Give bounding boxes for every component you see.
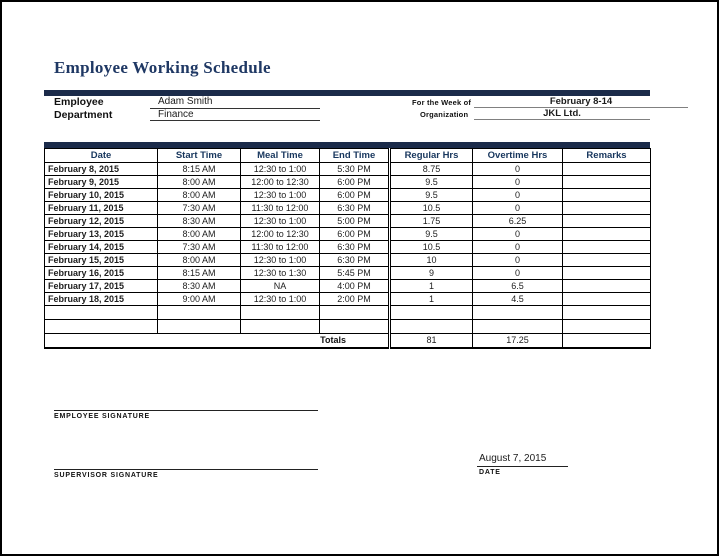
cell-meal-time[interactable]: 11:30 to 12:00	[241, 241, 320, 254]
schedule-section	[44, 142, 650, 349]
cell-date[interactable]: February 15, 2015	[45, 254, 158, 267]
cell-regular-hrs[interactable]: 1	[390, 293, 473, 306]
totals-row	[45, 334, 651, 348]
cell-overtime-hrs[interactable]: 0	[473, 228, 563, 241]
cell-date[interactable]: February 9, 2015	[45, 176, 158, 189]
cell-date[interactable]: February 17, 2015	[45, 280, 158, 293]
cell-overtime-hrs[interactable]: 0	[473, 241, 563, 254]
cell-end-time[interactable]: 6:00 PM	[320, 189, 390, 202]
cell-regular-hrs[interactable]: 1	[390, 280, 473, 293]
cell-meal-time[interactable]	[241, 306, 320, 320]
department-label: Department	[54, 109, 113, 121]
schedule-row	[45, 202, 651, 215]
cell-end-time[interactable]: 5:30 PM	[320, 163, 390, 176]
schedule-row	[45, 163, 651, 176]
cell-start-time[interactable]: 8:15 AM	[158, 163, 241, 176]
date-field[interactable]: August 7, 2015	[479, 453, 547, 464]
cell-end-time[interactable]: 4:00 PM	[320, 280, 390, 293]
table-header-row	[45, 149, 651, 163]
cell-overtime-hrs[interactable]: 6.25	[473, 215, 563, 228]
cell-date[interactable]: February 14, 2015	[45, 241, 158, 254]
cell-end-time[interactable]: 6:30 PM	[320, 202, 390, 215]
cell-remarks[interactable]	[563, 215, 651, 228]
cell-start-time[interactable]: 8:00 AM	[158, 189, 241, 202]
organization-label: Organization	[420, 110, 469, 119]
cell-end-time[interactable]	[320, 320, 390, 334]
cell-regular-hrs[interactable]: 9	[390, 267, 473, 280]
schedule-row	[45, 254, 651, 267]
cell-remarks[interactable]	[563, 254, 651, 267]
cell-date[interactable]: February 12, 2015	[45, 215, 158, 228]
department-field[interactable]: Finance	[158, 109, 194, 120]
cell-overtime-hrs[interactable]: 0	[473, 267, 563, 280]
cell-meal-time[interactable]: 12:30 to 1:00	[241, 163, 320, 176]
cell-end-time[interactable]: 6:00 PM	[320, 176, 390, 189]
schedule-row	[45, 267, 651, 280]
cell-remarks[interactable]	[563, 267, 651, 280]
cell-overtime-hrs[interactable]: 0	[473, 189, 563, 202]
cell-meal-time[interactable]: 12:30 to 1:00	[241, 189, 320, 202]
cell-overtime-hrs[interactable]	[473, 320, 563, 334]
cell-date[interactable]: February 16, 2015	[45, 267, 158, 280]
cell-date[interactable]: February 10, 2015	[45, 189, 158, 202]
cell-meal-time[interactable]: 12:30 to 1:00	[241, 254, 320, 267]
totals-label: Totals	[45, 334, 390, 348]
schedule-row	[45, 241, 651, 254]
cell-start-time[interactable]: 7:30 AM	[158, 202, 241, 215]
cell-start-time[interactable]: 8:15 AM	[158, 267, 241, 280]
cell-regular-hrs[interactable]: 10.5	[390, 202, 473, 215]
cell-end-time[interactable]: 6:30 PM	[320, 241, 390, 254]
cell-regular-hrs[interactable]: 1.75	[390, 215, 473, 228]
week-of-field[interactable]: February 8-14	[549, 96, 613, 107]
department-field-line	[150, 120, 320, 121]
cell-regular-hrs[interactable]: 8.75	[390, 163, 473, 176]
cell-meal-time[interactable]: 11:30 to 12:00	[241, 202, 320, 215]
cell-overtime-hrs[interactable]: 0	[473, 163, 563, 176]
employee-signature-label: EMPLOYEE SIGNATURE	[54, 413, 150, 420]
cell-remarks[interactable]	[563, 202, 651, 215]
schedule-row	[45, 228, 651, 241]
totals-regular-hrs[interactable]: 81	[390, 334, 473, 348]
cell-regular-hrs[interactable]	[390, 306, 473, 320]
cell-remarks[interactable]	[563, 228, 651, 241]
cell-regular-hrs[interactable]: 9.5	[390, 189, 473, 202]
cell-end-time[interactable]: 5:45 PM	[320, 267, 390, 280]
schedule-row	[45, 215, 651, 228]
column-header-date: Date	[45, 149, 158, 163]
cell-meal-time[interactable]: NA	[241, 280, 320, 293]
schedule-row	[45, 176, 651, 189]
page-title: Employee Working Schedule	[54, 58, 271, 77]
cell-remarks[interactable]	[563, 320, 651, 334]
supervisor-signature-label: SUPERVISOR SIGNATURE	[54, 472, 159, 479]
cell-meal-time[interactable]: 12:30 to 1:00	[241, 293, 320, 306]
cell-regular-hrs[interactable]: 10.5	[390, 241, 473, 254]
cell-remarks[interactable]	[563, 189, 651, 202]
cell-regular-hrs[interactable]: 9.5	[390, 176, 473, 189]
schedule-row	[45, 293, 651, 306]
cell-remarks[interactable]	[563, 163, 651, 176]
cell-start-time[interactable]: 8:30 AM	[158, 215, 241, 228]
cell-regular-hrs[interactable]: 10	[390, 254, 473, 267]
cell-meal-time[interactable]: 12:00 to 12:30	[241, 176, 320, 189]
schedule-row	[45, 280, 651, 293]
cell-remarks[interactable]	[563, 306, 651, 320]
employee-label: Employee	[54, 96, 104, 108]
cell-end-time[interactable]	[320, 306, 390, 320]
organization-field[interactable]: JKL Ltd.	[543, 108, 581, 119]
cell-start-time[interactable]: 8:30 AM	[158, 280, 241, 293]
cell-meal-time[interactable]: 12:30 to 1:30	[241, 267, 320, 280]
cell-overtime-hrs[interactable]: 0	[473, 254, 563, 267]
cell-start-time[interactable]: 7:30 AM	[158, 241, 241, 254]
cell-date[interactable]: February 11, 2015	[45, 202, 158, 215]
week-of-label: For the Week of	[412, 98, 472, 107]
employee-field[interactable]: Adam Smith	[158, 96, 213, 107]
date-label: DATE	[479, 469, 501, 476]
cell-start-time[interactable]	[158, 306, 241, 320]
cell-date[interactable]: February 18, 2015	[45, 293, 158, 306]
cell-start-time[interactable]: 8:00 AM	[158, 254, 241, 267]
empty-row	[45, 320, 651, 334]
empty-row	[45, 306, 651, 320]
schedule-row	[45, 189, 651, 202]
cell-meal-time[interactable]: 12:00 to 12:30	[241, 228, 320, 241]
cell-end-time[interactable]: 6:00 PM	[320, 228, 390, 241]
cell-start-time[interactable]: 9:00 AM	[158, 293, 241, 306]
date-line	[477, 466, 568, 467]
cell-remarks[interactable]	[563, 176, 651, 189]
cell-overtime-hrs[interactable]	[473, 306, 563, 320]
cell-overtime-hrs[interactable]: 0	[473, 176, 563, 189]
cell-remarks[interactable]	[563, 293, 651, 306]
cell-date[interactable]	[45, 320, 158, 334]
schedule-table	[44, 148, 651, 349]
column-header-meal-time: Meal Time	[241, 149, 320, 163]
cell-overtime-hrs[interactable]: 6.5	[473, 280, 563, 293]
cell-overtime-hrs[interactable]: 0	[473, 202, 563, 215]
cell-end-time[interactable]: 2:00 PM	[320, 293, 390, 306]
column-header-start-time: Start Time	[158, 149, 241, 163]
cell-date[interactable]: February 8, 2015	[45, 163, 158, 176]
cell-start-time[interactable]	[158, 320, 241, 334]
cell-overtime-hrs[interactable]: 4.5	[473, 293, 563, 306]
column-header-overtime-hrs: Overtime Hrs	[473, 149, 563, 163]
cell-remarks[interactable]	[563, 241, 651, 254]
cell-date[interactable]	[45, 306, 158, 320]
cell-meal-time[interactable]: 12:30 to 1:00	[241, 215, 320, 228]
organization-field-line	[474, 119, 650, 120]
cell-end-time[interactable]: 6:30 PM	[320, 254, 390, 267]
cell-meal-time[interactable]	[241, 320, 320, 334]
column-header-remarks: Remarks	[563, 149, 651, 163]
cell-regular-hrs[interactable]	[390, 320, 473, 334]
cell-start-time[interactable]: 8:00 AM	[158, 228, 241, 241]
cell-date[interactable]: February 13, 2015	[45, 228, 158, 241]
cell-remarks[interactable]	[563, 280, 651, 293]
cell-end-time[interactable]: 5:00 PM	[320, 215, 390, 228]
supervisor-signature-line[interactable]	[54, 469, 318, 470]
cell-regular-hrs[interactable]: 9.5	[390, 228, 473, 241]
column-header-end-time: End Time	[320, 149, 390, 163]
employee-signature-line[interactable]	[54, 410, 318, 411]
cell-start-time[interactable]: 8:00 AM	[158, 176, 241, 189]
column-header-regular-hrs: Regular Hrs	[390, 149, 473, 163]
totals-remarks[interactable]	[563, 334, 651, 348]
totals-overtime-hrs[interactable]: 17.25	[473, 334, 563, 348]
